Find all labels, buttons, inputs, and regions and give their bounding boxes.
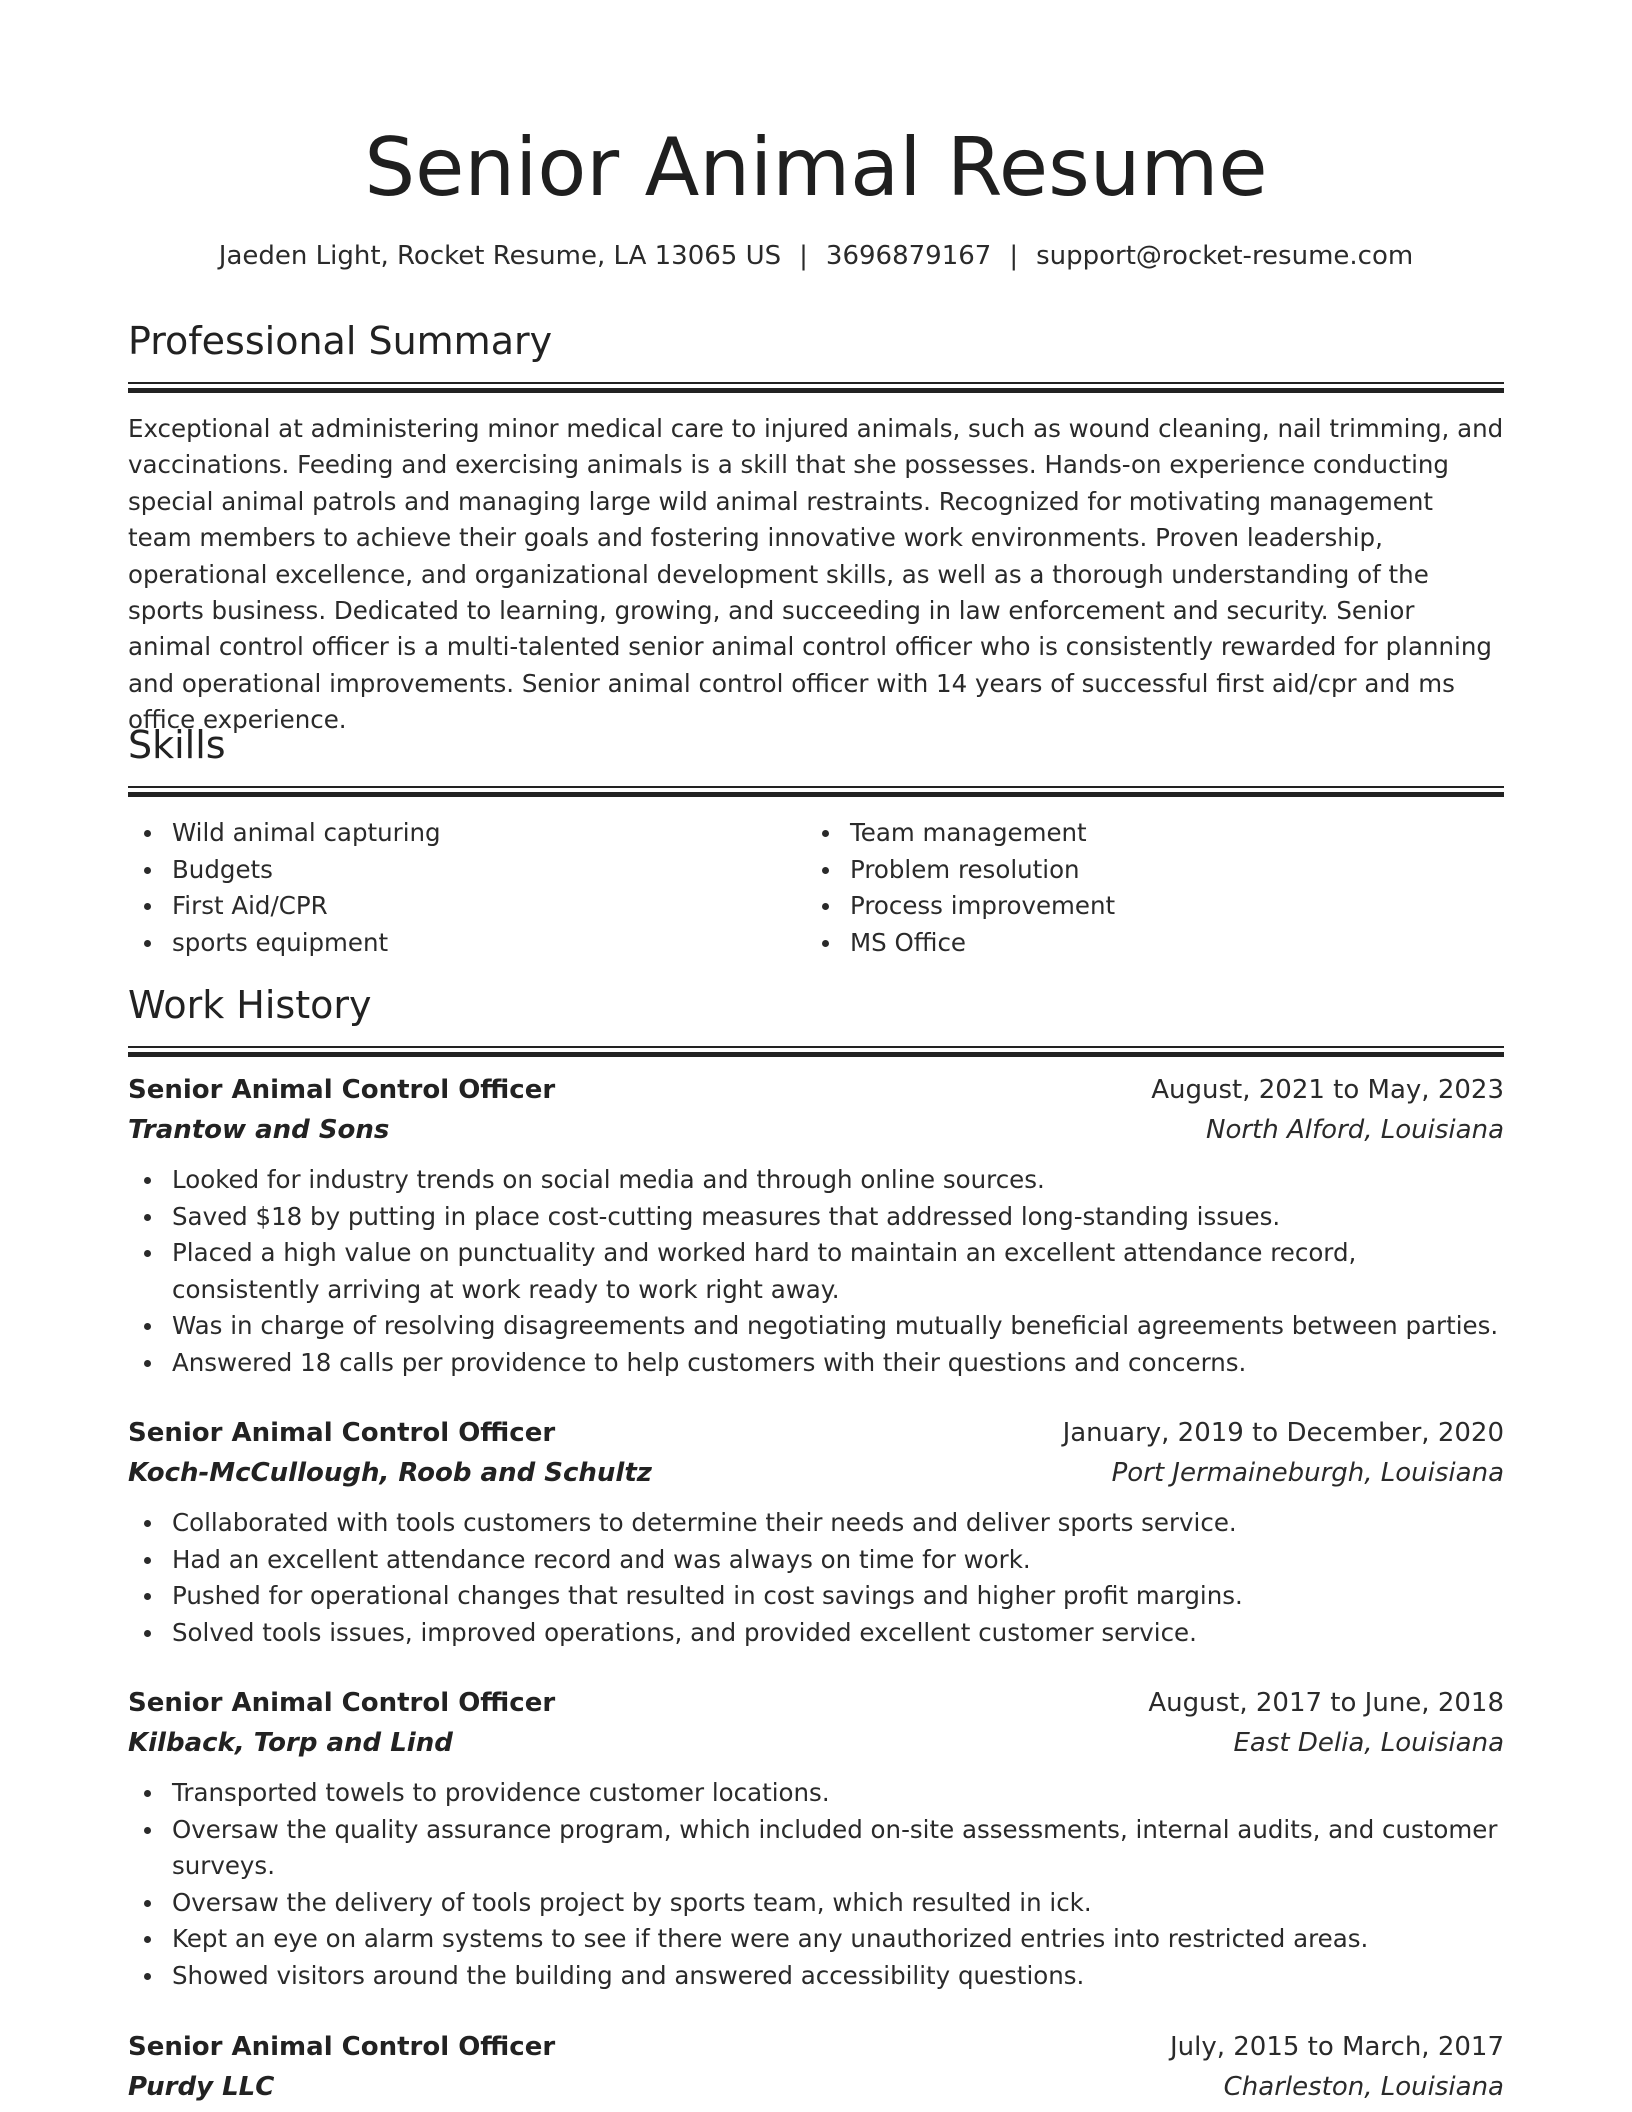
job-bullet: Saved $18 by putting in place cost-cutting measures that addressed long-standing issues.	[128, 1199, 1504, 1236]
job-dates: July, 2015 to March, 2017	[1169, 2032, 1504, 2062]
work-history-section	[128, 980, 1504, 1057]
job-company: Kilback, Torp and Lind	[128, 1728, 453, 1758]
job-bullet: Transported towels to providence customer locations.	[128, 1775, 1504, 1812]
skills-section	[128, 720, 1504, 961]
section-divider	[128, 382, 1504, 393]
job-entry	[128, 1683, 1504, 1994]
job-bullet: Was in charge of resolving disagreements and negotiating mutually beneficial agreements between parties.	[128, 1308, 1504, 1345]
skill-item: Wild animal capturing	[128, 815, 806, 852]
job-entry	[128, 2027, 1504, 2107]
job-dates: August, 2017 to June, 2018	[1148, 1688, 1504, 1718]
skills-list-right	[806, 815, 1484, 961]
job-bullets	[128, 1775, 1504, 1994]
summary-text: Exceptional at administering minor medical care to injured animals, such as wound cleaning, nail trimming, and vaccinations. Feeding and exercising animals is a skill that she possesses. Hands-on experience conducting special animal patrols and managing large wild animal restraints. Recognized for motivating management team members to achieve their goals and fostering innovative work environments. Proven leadership, operational excellence, and organizational development skills, as well as a thorough understanding of the sports business. Dedicated to learning, growing, and succeeding in law enforcement and security. Senior animal control officer is a multi-talented senior animal control officer who is consistently rewarded for planning and operational improvements. Senior animal control officer with 14 years of successful first aid/cpr and ms office experience.	[128, 414, 1504, 735]
job-location: Port Jermaineburgh, Louisiana	[1111, 1458, 1504, 1488]
summary-section	[128, 316, 1504, 739]
job-title: Senior Animal Control Officer	[128, 1418, 556, 1448]
job-company: Purdy LLC	[128, 2072, 275, 2102]
skill-item: Budgets	[128, 852, 806, 889]
skill-item: MS Office	[806, 925, 1484, 962]
skill-item: Problem resolution	[806, 852, 1484, 889]
job-entry	[128, 1070, 1504, 1381]
contact-email: support@rocket-resume.com	[1036, 241, 1414, 271]
skills-heading: Skills	[128, 723, 226, 767]
skills-grid	[128, 815, 1504, 961]
skills-list-left	[128, 815, 806, 961]
job-bullet: Showed visitors around the building and answered accessibility questions.	[128, 1958, 1504, 1995]
skill-item: Process improvement	[806, 888, 1484, 925]
job-bullet: Looked for industry trends on social media and through online sources.	[128, 1162, 1504, 1199]
section-divider	[128, 786, 1504, 797]
skill-item: Team management	[806, 815, 1484, 852]
contact-line	[128, 238, 1504, 274]
job-location: East Delia, Louisiana	[1233, 1728, 1504, 1758]
job-bullet: Pushed for operational changes that resulted in cost savings and higher profit margins.	[128, 1578, 1504, 1615]
contact-address: Jaeden Light, Rocket Resume, LA 13065 US	[218, 241, 782, 271]
job-title: Senior Animal Control Officer	[128, 2032, 556, 2062]
job-entry	[128, 1413, 1504, 1651]
summary-heading: Professional Summary	[128, 319, 553, 363]
job-location: Charleston, Louisiana	[1223, 2072, 1504, 2102]
job-bullet: Oversaw the quality assurance program, which included on-site assessments, internal audits, and customer surveys.	[128, 1812, 1504, 1885]
job-bullet: Oversaw the delivery of tools project by sports team, which resulted in ick.	[128, 1885, 1504, 1922]
job-bullet: Collaborated with tools customers to determine their needs and deliver sports service.	[128, 1505, 1504, 1542]
contact-separator: |	[1009, 241, 1019, 271]
section-divider	[128, 1046, 1504, 1057]
job-company: Trantow and Sons	[128, 1115, 390, 1145]
skill-item: sports equipment	[128, 925, 806, 962]
job-bullet: Answered 18 calls per providence to help customers with their questions and concerns.	[128, 1345, 1504, 1382]
job-company: Koch-McCullough, Roob and Schultz	[128, 1458, 652, 1488]
skill-item: First Aid/CPR	[128, 888, 806, 925]
job-dates: January, 2019 to December, 2020	[1062, 1418, 1504, 1448]
contact-separator: |	[799, 241, 808, 271]
resume-title: Senior Animal Resume	[364, 121, 1268, 214]
job-bullet: Kept an eye on alarm systems to see if there were any unauthorized entries into restricted areas.	[128, 1921, 1504, 1958]
job-bullet: Had an excellent attendance record and was always on time for work.	[128, 1542, 1504, 1579]
job-bullets	[128, 1505, 1504, 1651]
job-title: Senior Animal Control Officer	[128, 1688, 556, 1718]
work-history-heading: Work History	[128, 983, 372, 1027]
job-location: North Alford, Louisiana	[1206, 1115, 1504, 1145]
job-title: Senior Animal Control Officer	[128, 1075, 556, 1105]
job-bullets	[128, 1162, 1504, 1381]
job-bullet: Solved tools issues, improved operations, and provided excellent customer service.	[128, 1615, 1504, 1652]
job-bullet: Placed a high value on punctuality and worked hard to maintain an excellent attendance record, consistently arriving at work ready to work right away.	[128, 1235, 1504, 1308]
contact-phone: 3696879167	[825, 241, 992, 271]
job-dates: August, 2021 to May, 2023	[1151, 1075, 1504, 1105]
